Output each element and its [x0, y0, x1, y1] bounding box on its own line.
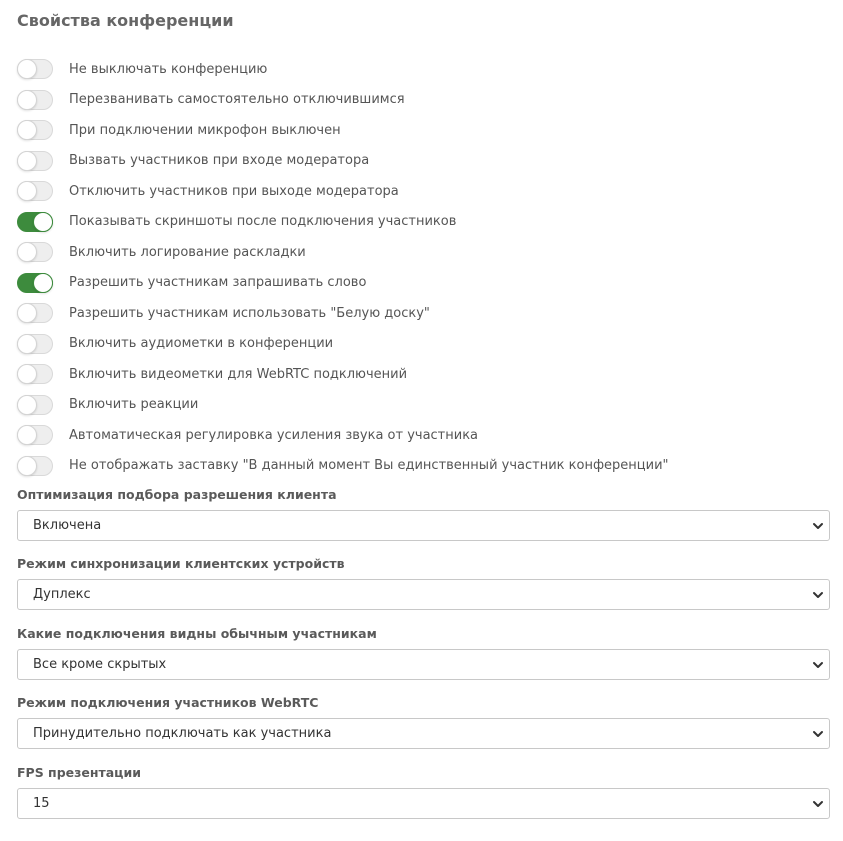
toggle-switch[interactable]: [17, 456, 53, 476]
toggle-label: При подключении микрофон выключен: [69, 122, 341, 138]
toggle-switch[interactable]: [17, 212, 53, 232]
select-value: Дуплекс: [33, 587, 91, 602]
field-webrtc-connection-mode: [17, 694, 830, 749]
webrtc-connection-mode-select[interactable]: [17, 718, 830, 749]
toggle-switch[interactable]: [17, 242, 53, 262]
chevron-down-icon: [812, 589, 824, 601]
toggle-row-video-meters-webrtc[interactable]: [17, 359, 830, 390]
toggle-row-audio-meters[interactable]: [17, 329, 830, 360]
chevron-down-icon: [812, 520, 824, 532]
toggle-label: Не отображать заставку "В данный момент Вы единственный участник конференции": [69, 458, 669, 474]
toggle-switch[interactable]: [17, 120, 53, 140]
toggle-switch[interactable]: [17, 395, 53, 415]
toggle-label: Включить реакции: [69, 397, 199, 413]
select-value: 15: [33, 796, 50, 811]
field-resolution-optimization: [17, 486, 830, 541]
toggle-switch[interactable]: [17, 181, 53, 201]
chevron-down-icon: [812, 798, 824, 810]
select-value: Все кроме скрытых: [33, 657, 167, 672]
toggle-switch[interactable]: [17, 273, 53, 293]
field-label: Оптимизация подбора разрешения клиента: [17, 487, 337, 502]
toggle-row-keep-conference[interactable]: [17, 54, 830, 85]
toggle-row-whiteboard[interactable]: [17, 298, 830, 329]
toggle-row-request-floor[interactable]: [17, 268, 830, 299]
toggle-row-hide-alone-splash[interactable]: [17, 451, 830, 482]
chevron-down-icon: [812, 728, 824, 740]
toggle-knob: [33, 212, 53, 232]
toggle-label: Разрешить участникам запрашивать слово: [69, 275, 367, 291]
toggle-switch[interactable]: [17, 59, 53, 79]
toggle-row-show-screenshots[interactable]: [17, 207, 830, 238]
toggle-label: Показывать скриншоты после подключения участников: [69, 214, 457, 230]
toggle-knob: [17, 151, 37, 171]
toggle-knob: [17, 181, 37, 201]
field-visible-connections: [17, 625, 830, 680]
toggle-row-auto-gain-control[interactable]: [17, 420, 830, 451]
toggle-knob: [17, 242, 37, 262]
toggle-row-layout-logging[interactable]: [17, 237, 830, 268]
toggle-knob: [17, 364, 37, 384]
toggle-row-disconnect-on-moderator-leave[interactable]: [17, 176, 830, 207]
toggle-list: [17, 54, 830, 481]
field-label: Режим синхронизации клиентских устройств: [17, 556, 345, 571]
toggle-switch[interactable]: [17, 303, 53, 323]
toggle-knob: [17, 456, 37, 476]
toggle-row-mic-off-on-join[interactable]: [17, 115, 830, 146]
toggle-switch[interactable]: [17, 364, 53, 384]
select-value: Включена: [33, 518, 102, 533]
toggle-switch[interactable]: [17, 334, 53, 354]
toggle-label: Включить аудиометки в конференции: [69, 336, 334, 352]
toggle-row-redial-disconnected[interactable]: [17, 85, 830, 116]
toggle-knob: [17, 334, 37, 354]
toggle-switch[interactable]: [17, 151, 53, 171]
toggle-knob: [17, 59, 37, 79]
field-label: Режим подключения участников WebRTC: [17, 695, 319, 710]
field-label: Какие подключения видны обычным участникам: [17, 626, 377, 641]
toggle-switch[interactable]: [17, 425, 53, 445]
field-device-sync-mode: [17, 555, 830, 610]
field-presentation-fps: [17, 764, 830, 819]
visible-connections-select[interactable]: [17, 649, 830, 680]
presentation-fps-select[interactable]: [17, 788, 830, 819]
chevron-down-icon: [812, 659, 824, 671]
device-sync-mode-select[interactable]: [17, 579, 830, 610]
toggle-switch[interactable]: [17, 90, 53, 110]
toggle-knob: [17, 90, 37, 110]
toggle-label: Разрешить участникам использовать "Белую доску": [69, 305, 430, 321]
toggle-label: Отключить участников при выходе модератора: [69, 183, 399, 199]
select-value: Принудительно подключать как участника: [33, 726, 332, 741]
resolution-optimization-select[interactable]: [17, 510, 830, 541]
field-label: FPS презентации: [17, 765, 141, 780]
toggle-label: Не выключать конференцию: [69, 61, 268, 77]
toggle-label: Перезванивать самостоятельно отключившимся: [69, 92, 405, 108]
page-title: Свойства конференции: [17, 11, 234, 30]
toggle-knob: [17, 120, 37, 140]
toggle-row-call-on-moderator-join[interactable]: [17, 146, 830, 177]
toggle-label: Включить видеометки для WebRTC подключений: [69, 366, 408, 382]
toggle-label: Включить логирование раскладки: [69, 244, 306, 260]
toggle-label: Вызвать участников при входе модератора: [69, 153, 370, 169]
toggle-knob: [33, 273, 53, 293]
toggle-row-reactions[interactable]: [17, 390, 830, 421]
toggle-knob: [17, 303, 37, 323]
toggle-knob: [17, 425, 37, 445]
toggle-knob: [17, 395, 37, 415]
toggle-label: Автоматическая регулировка усиления звука от участника: [69, 427, 479, 443]
